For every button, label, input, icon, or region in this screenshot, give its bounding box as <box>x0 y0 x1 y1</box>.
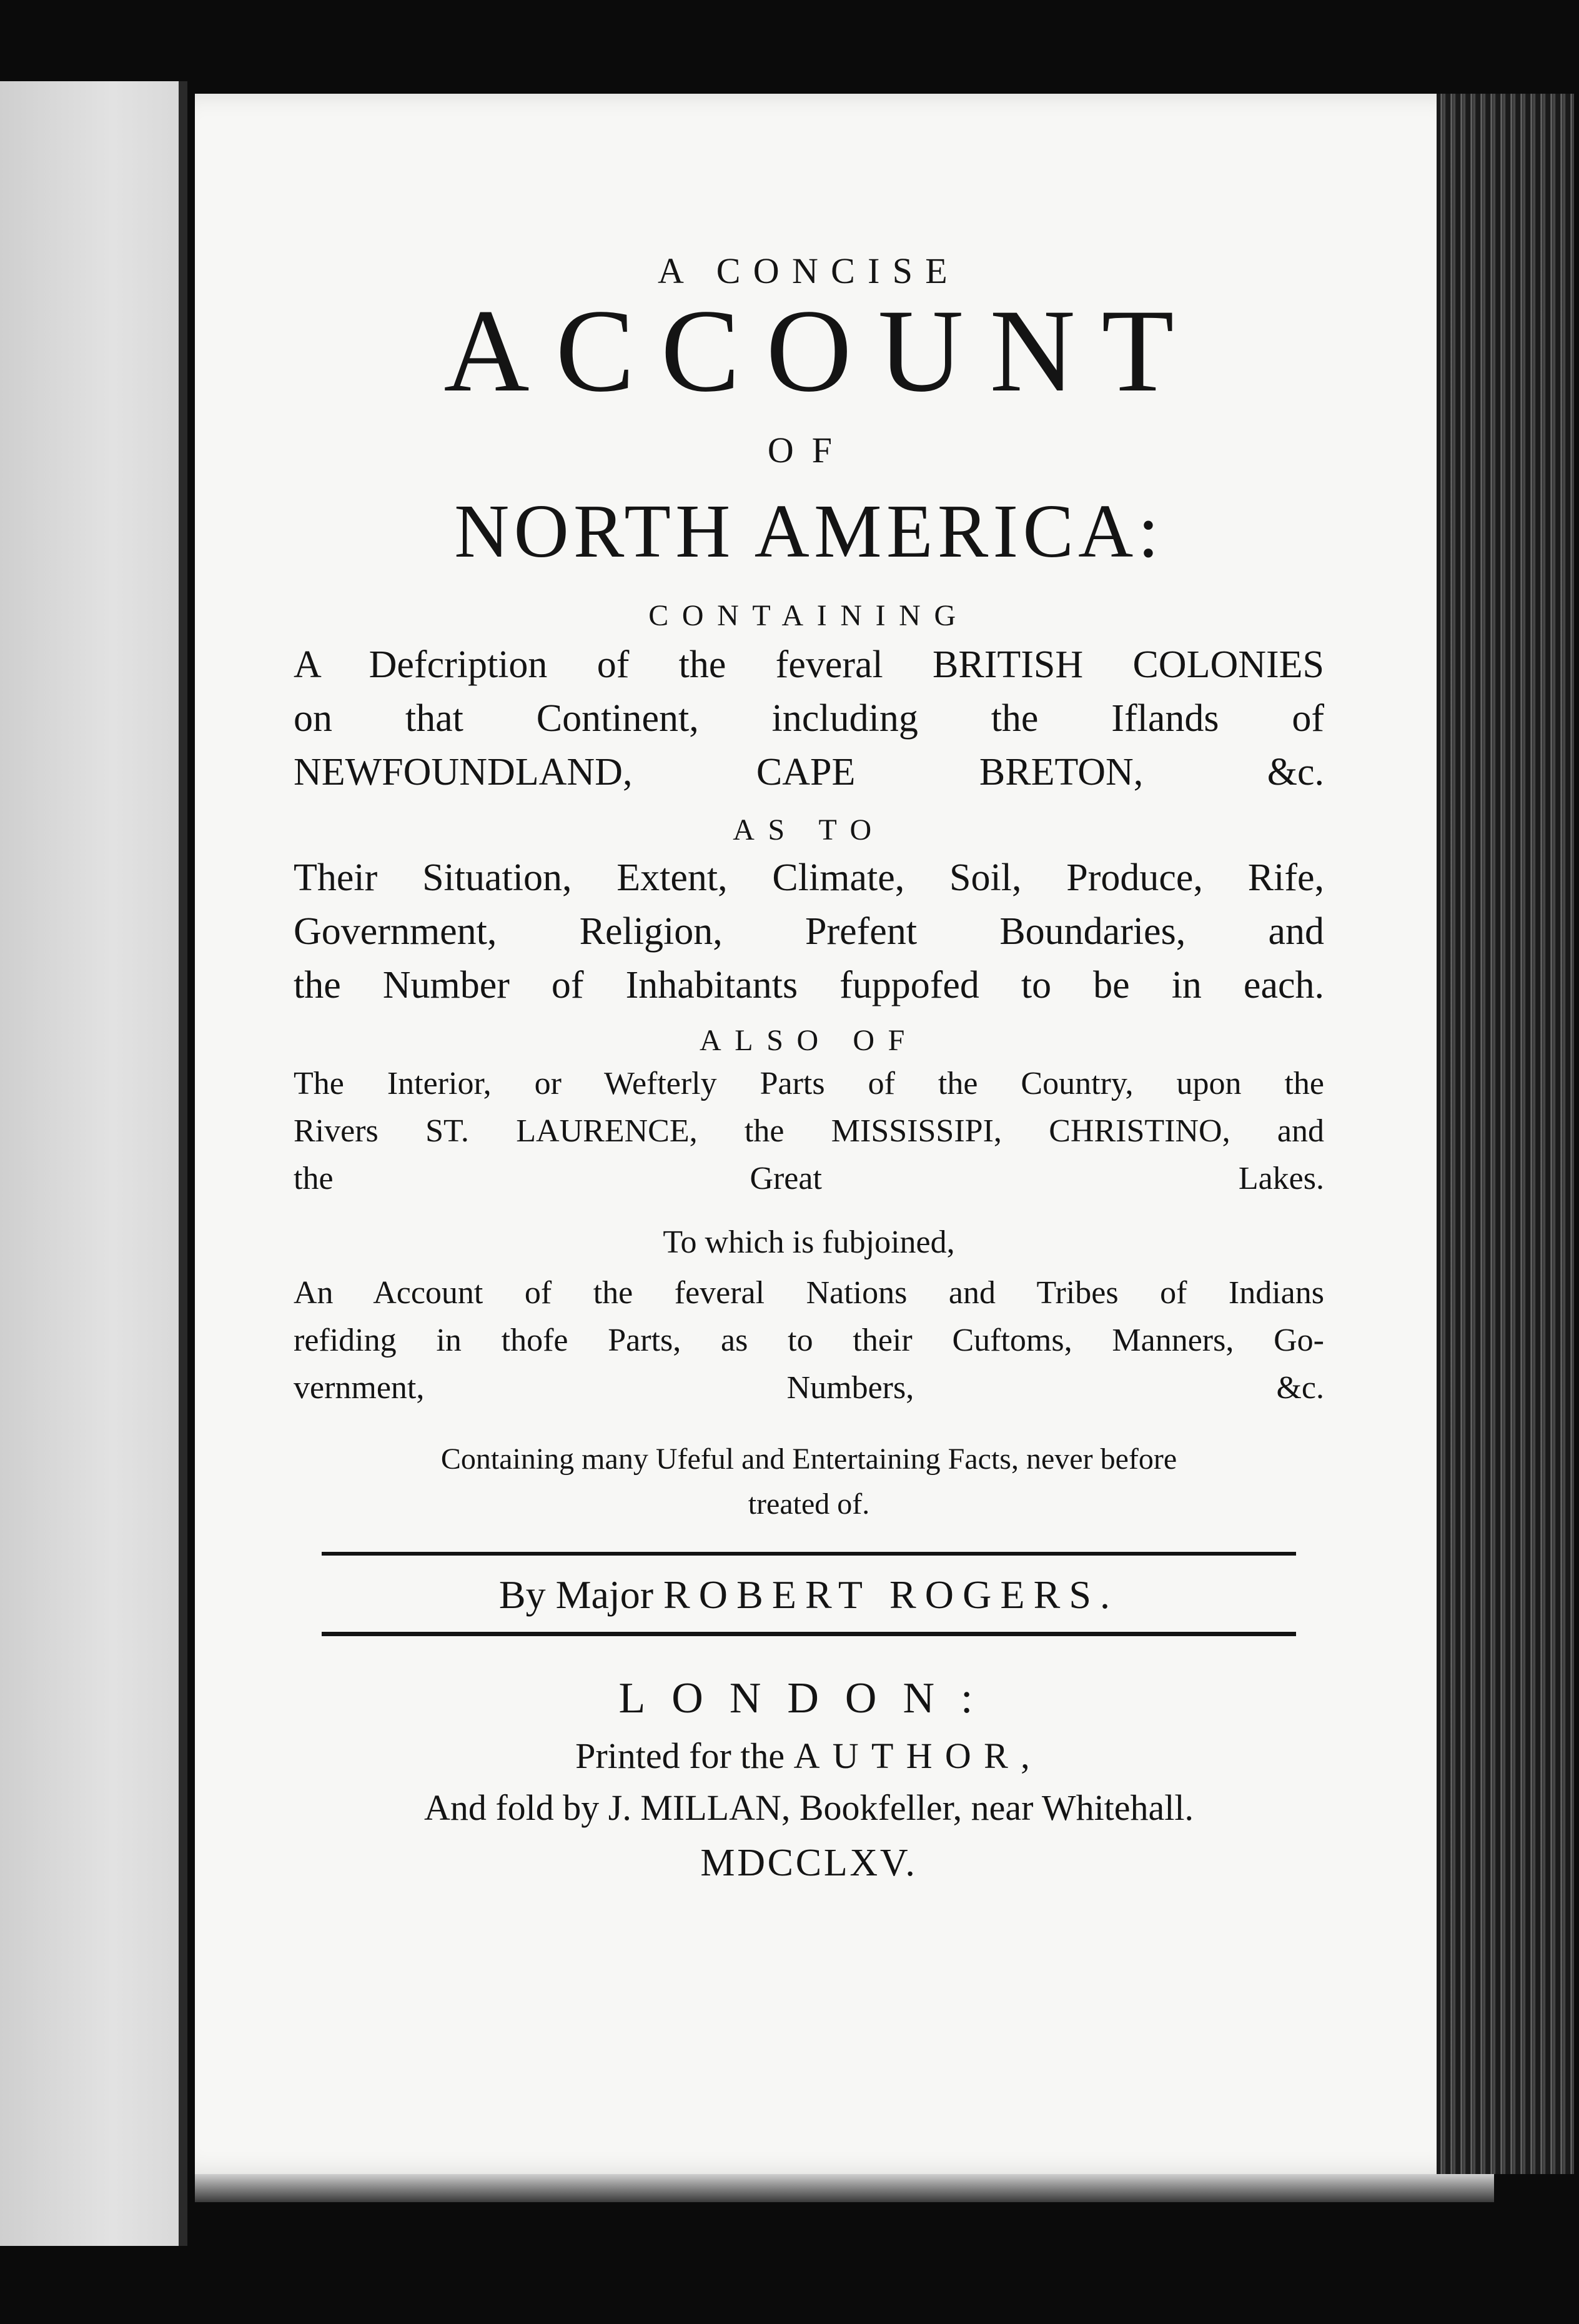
interior-line: the Great Lakes. <box>294 1161 1324 1197</box>
situation-line: Their Situation, Extent, Climate, Soil, Produce, Rife, <box>294 857 1324 900</box>
title-page-text <box>294 250 1324 1885</box>
situation-paragraph <box>294 851 1324 1012</box>
page-block-edges <box>1437 94 1574 2174</box>
facts-line: treated of. <box>748 1487 870 1521</box>
description-line: A Defcription of the feveral BRITISH COLONIES <box>294 643 1324 687</box>
imprint-printed-for <box>294 1735 1324 1777</box>
heading-a-concise: A CONCISE <box>657 251 961 291</box>
description-line: on that Continent, including the Iflands of <box>294 697 1324 740</box>
nations-line: An Account of the feveral Nations and Tribes of Indians <box>294 1275 1324 1311</box>
situation-line: the Number of Inhabitants fuppofed to be in each. <box>294 964 1324 1007</box>
facts-line: Containing many Ufeful and Entertaining Facts, never before <box>440 1443 1177 1476</box>
nations-line: refiding in thofe Parts, as to their Cuftoms, Manners, Go- <box>294 1323 1324 1359</box>
description-paragraph <box>294 638 1324 799</box>
interior-paragraph <box>294 1060 1324 1203</box>
subheading-as-to: AS TO <box>733 813 885 847</box>
subheading-containing: CONTAINING <box>648 599 969 633</box>
author-line <box>294 1572 1324 1618</box>
author-name: ROBERT ROGERS. <box>663 1572 1119 1617</box>
printed-for-text: Printed for the <box>575 1736 785 1777</box>
heading-account: ACCOUNT <box>443 286 1200 417</box>
imprint-city: LONDON: <box>618 1674 999 1723</box>
nations-line: vernment, Numbers, &c. <box>294 1370 1324 1406</box>
subheading-also-of: ALSO OF <box>700 1024 918 1058</box>
heading-of: OF <box>767 430 851 470</box>
rule-above-author <box>322 1552 1296 1556</box>
interior-line: Rivers ST. LAURENCE, the MISSISSIPI, CHRISTINO, and <box>294 1113 1324 1150</box>
facts-paragraph <box>294 1437 1324 1527</box>
situation-line: Government, Religion, Prefent Boundaries, and <box>294 910 1324 953</box>
nations-paragraph <box>294 1269 1324 1412</box>
page-bottom-edge <box>195 2174 1494 2202</box>
author-prefix: By Major <box>498 1572 653 1617</box>
facing-page-edge <box>0 81 187 2246</box>
printed-for-author: AUTHOR, <box>793 1736 1042 1777</box>
heading-north-america: NORTH AMERICA: <box>454 489 1164 574</box>
subjoined-line: To which is fubjoined, <box>663 1224 955 1261</box>
description-line: NEWFOUNDLAND, CAPE BRETON, &c. <box>294 751 1324 794</box>
imprint-year: MDCCLXV. <box>700 1842 918 1885</box>
rule-below-author <box>322 1632 1296 1636</box>
imprint-sold-by: And fold by J. MILLAN, Bookfeller, near Whitehall. <box>423 1787 1194 1829</box>
interior-line: The Interior, or Wefterly Parts of the Country, upon the <box>294 1066 1324 1102</box>
